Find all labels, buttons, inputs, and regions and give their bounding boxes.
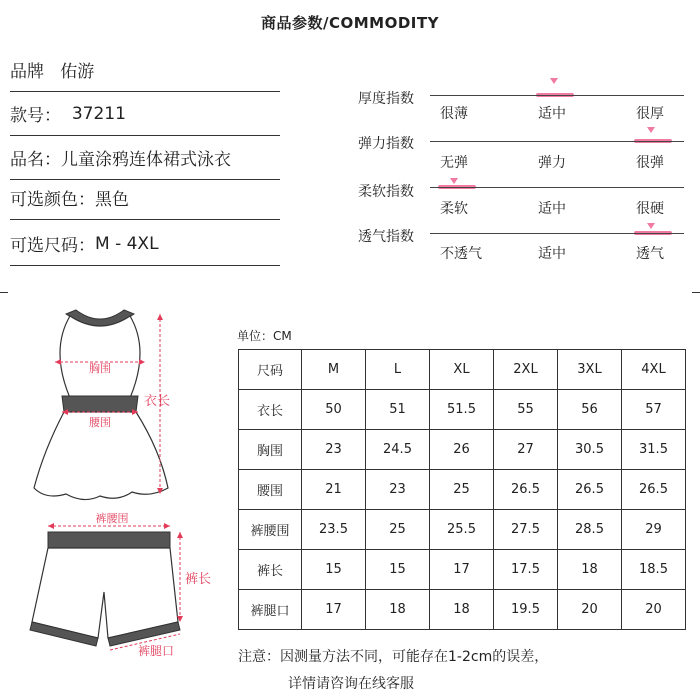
- scale-line: [430, 141, 684, 142]
- table-cell: 18: [558, 550, 622, 590]
- table-header-cell: 2XL: [494, 350, 558, 390]
- divider-mark-left: [0, 292, 8, 293]
- row-label-cell: 衣长: [239, 390, 302, 430]
- row-label-cell: 裤腿口: [239, 590, 302, 630]
- table-cell: 25: [366, 510, 430, 550]
- table-cell: 25.5: [430, 510, 494, 550]
- table-cell: 30.5: [558, 430, 622, 470]
- info-label: 可选尺码：: [10, 236, 95, 256]
- info-brand: [10, 48, 280, 92]
- table-cell: 15: [366, 550, 430, 590]
- row-label-cell: 腰围: [239, 470, 302, 510]
- label-chest: 胸围: [89, 362, 111, 375]
- table-header-cell: M: [302, 350, 366, 390]
- table-row: [239, 390, 686, 430]
- index-label: 透气指数: [358, 229, 414, 245]
- table-cell: 28.5: [558, 510, 622, 550]
- table-row: [239, 550, 686, 590]
- label-length: 衣长: [144, 394, 171, 409]
- table-cell: 27.5: [494, 510, 558, 550]
- table-row: [239, 430, 686, 470]
- table-cell: 31.5: [622, 430, 686, 470]
- table-row: [239, 470, 686, 510]
- option-mid: 适中: [538, 106, 566, 122]
- option-low: 不透气: [440, 246, 482, 262]
- table-cell: 50: [302, 390, 366, 430]
- info-label: 可选颜色：: [10, 190, 95, 210]
- indicator-triangle: [550, 78, 558, 84]
- swim-shorts-drawing: [30, 532, 180, 646]
- table-cell: 26: [430, 430, 494, 470]
- table-cell: 56: [558, 390, 622, 430]
- index-label: 弹力指数: [358, 136, 414, 152]
- table-cell: 26.5: [622, 470, 686, 510]
- label-pant-waist: 裤腰围: [95, 512, 129, 525]
- table-cell: 15: [302, 550, 366, 590]
- label-waist: 腰围: [89, 416, 111, 429]
- table-cell: 21: [302, 470, 366, 510]
- label-pant-leg: 裤腿口: [137, 644, 175, 658]
- table-cell: 20: [558, 590, 622, 630]
- info-model-number: [10, 92, 280, 136]
- garment-diagram: [0, 300, 230, 700]
- table-header-cell: L: [366, 350, 430, 390]
- table-cell: 19.5: [494, 590, 558, 630]
- info-label: 品牌: [10, 62, 61, 82]
- table-header-row: [239, 350, 686, 390]
- table-cell: 57: [622, 390, 686, 430]
- index-label: 柔软指数: [358, 184, 414, 200]
- table-row: [239, 510, 686, 550]
- divider-mark-right: [692, 292, 700, 293]
- label-pant-length: 裤长: [185, 572, 212, 587]
- table-cell: 23: [302, 430, 366, 470]
- table-cell: 18.5: [622, 550, 686, 590]
- info-label: 款号：: [10, 106, 72, 126]
- table-cell: 17: [430, 550, 494, 590]
- table-row: [239, 590, 686, 630]
- info-value: M - 4XL: [95, 233, 159, 254]
- info-product-name: [10, 136, 280, 180]
- note-line-1: 注意：因测量方法不同，可能存在1-2cm的误差，: [238, 649, 549, 665]
- table-cell: 23: [366, 470, 430, 510]
- indicator-triangle: [647, 223, 655, 229]
- info-value: 黑色: [95, 190, 129, 210]
- table-cell: 24.5: [366, 430, 430, 470]
- table-cell: 26.5: [558, 470, 622, 510]
- row-label-cell: 裤长: [239, 550, 302, 590]
- option-mid: 适中: [538, 246, 566, 262]
- unit-label: 单位：CM: [237, 329, 292, 343]
- indicator-triangle: [647, 127, 655, 133]
- table-header-cell: 尺码: [239, 350, 302, 390]
- option-high: 很厚: [636, 106, 664, 122]
- table-header-cell: XL: [430, 350, 494, 390]
- table-cell: 20: [622, 590, 686, 630]
- table-cell: 18: [366, 590, 430, 630]
- note-line-2: 详情请咨询在线客服: [288, 676, 414, 692]
- info-color: [10, 176, 280, 220]
- info-value: 儿童涂鸦连体裙式泳衣: [61, 150, 231, 170]
- index-label: 厚度指数: [358, 91, 414, 107]
- table-cell: 25: [430, 470, 494, 510]
- table-cell: 51.5: [430, 390, 494, 430]
- option-high: 很硬: [636, 201, 664, 217]
- option-mid: 适中: [538, 201, 566, 217]
- scale-line: [430, 95, 684, 96]
- table-cell: 17.5: [494, 550, 558, 590]
- scale-line: [430, 233, 684, 234]
- info-value: 37211: [71, 103, 126, 124]
- row-label-cell: 裤腰围: [239, 510, 302, 550]
- option-low: 很薄: [440, 106, 468, 122]
- option-high: 很弹: [636, 155, 664, 171]
- option-low: 无弹: [440, 155, 468, 171]
- page-title: 商品参数/COMMODITY: [261, 14, 439, 32]
- table-cell: 27: [494, 430, 558, 470]
- table-cell: 23.5: [302, 510, 366, 550]
- option-low: 柔软: [440, 201, 468, 217]
- table-cell: 26.5: [494, 470, 558, 510]
- option-high: 透气: [636, 246, 664, 262]
- size-table: [238, 349, 686, 630]
- table-header-cell: 3XL: [558, 350, 622, 390]
- info-sizes: [10, 222, 280, 266]
- table-cell: 18: [430, 590, 494, 630]
- table-cell: 17: [302, 590, 366, 630]
- table-cell: 55: [494, 390, 558, 430]
- info-label: 品名：: [10, 150, 61, 170]
- scale-line: [430, 187, 684, 188]
- info-value: 佑游: [60, 62, 95, 82]
- option-mid: 弹力: [538, 155, 566, 171]
- table-header-cell: 4XL: [622, 350, 686, 390]
- row-label-cell: 胸围: [239, 430, 302, 470]
- table-cell: 51: [366, 390, 430, 430]
- table-cell: 29: [622, 510, 686, 550]
- indicator-triangle: [450, 178, 458, 184]
